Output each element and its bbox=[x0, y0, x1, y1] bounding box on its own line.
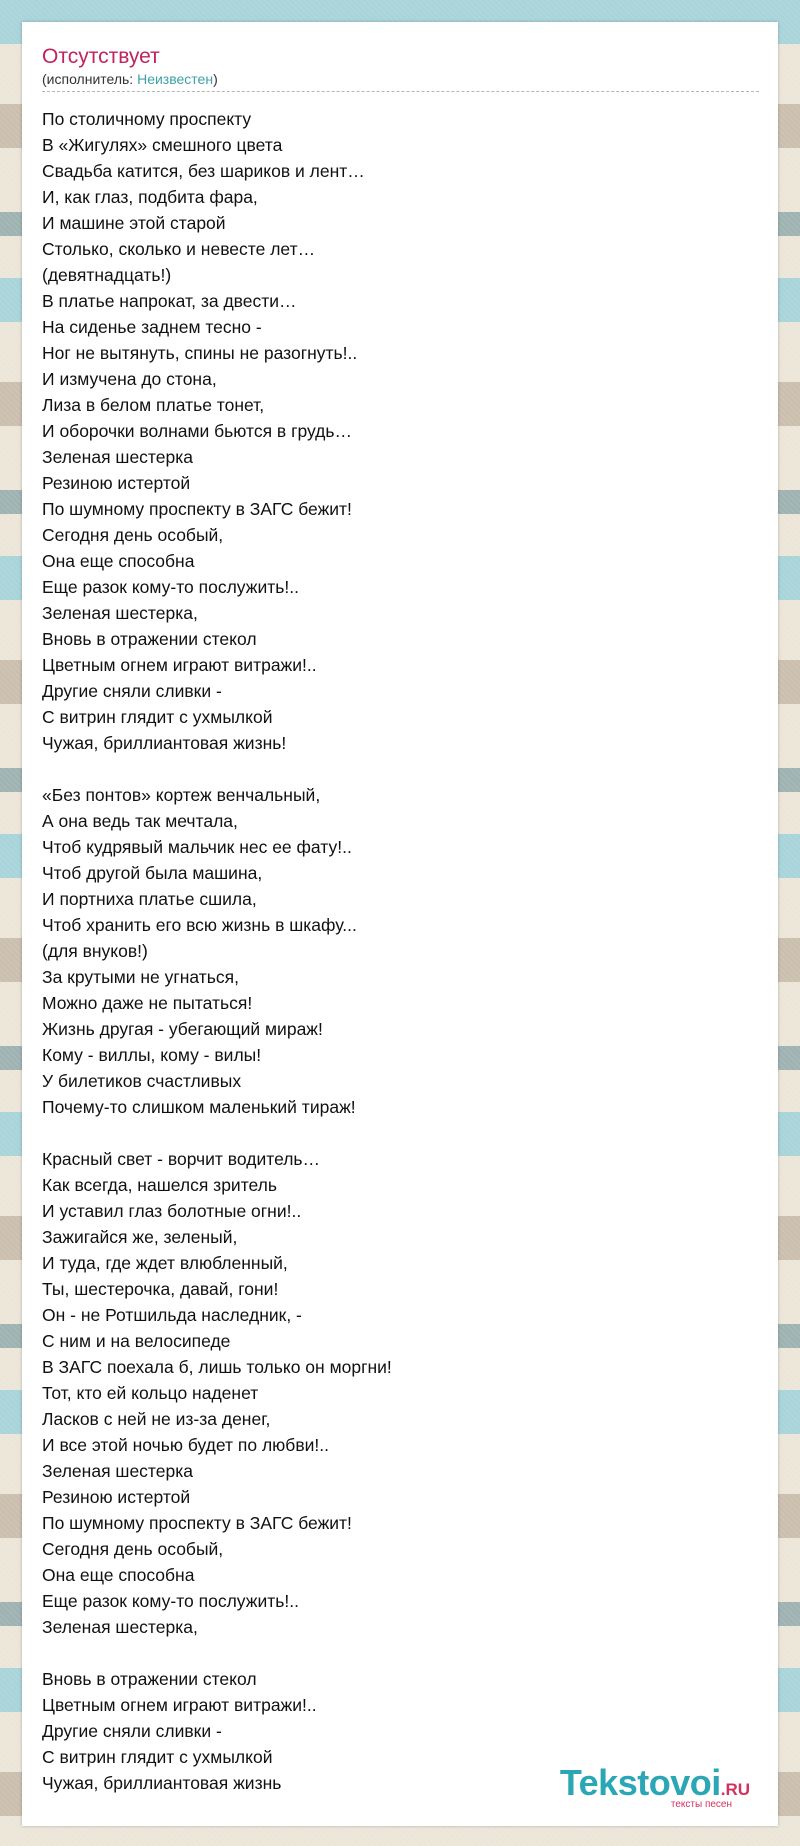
lyric-line: Он - не Ротшильда наследник, - bbox=[42, 1305, 302, 1325]
lyric-line: Чужая, бриллиантовая жизнь! bbox=[42, 733, 287, 753]
lyrics-body bbox=[42, 106, 758, 1796]
lyric-line: Чтоб кудрявый мальчик нес ее фату!.. bbox=[42, 837, 352, 857]
lyric-line: И все этой ночью будет по любви!.. bbox=[42, 1435, 329, 1455]
lyric-line: Столько, сколько и невесте лет… bbox=[42, 239, 316, 259]
lyric-line: На сиденье заднем тесно - bbox=[42, 317, 262, 337]
lyric-line: И уставил глаз болотные огни!.. bbox=[42, 1201, 302, 1221]
lyric-line: Сегодня день особый, bbox=[42, 1539, 224, 1559]
lyric-line: Красный свет - ворчит водитель… bbox=[42, 1149, 321, 1169]
lyric-line: Сегодня день особый, bbox=[42, 525, 224, 545]
lyric-line: Зажигайся же, зеленый, bbox=[42, 1227, 238, 1247]
lyric-line: Вновь в отражении стекол bbox=[42, 629, 257, 649]
lyric-line: Чужая, бриллиантовая жизнь bbox=[42, 1773, 282, 1793]
lyric-line: Еще разок кому-то послужить!.. bbox=[42, 577, 299, 597]
lyric-line: Она еще способна bbox=[42, 551, 195, 571]
lyric-line: Чтоб другой была машина, bbox=[42, 863, 263, 883]
lyric-line: Резиною истертой bbox=[42, 1487, 191, 1507]
logo-tld: .RU bbox=[720, 1780, 750, 1799]
lyric-line: Кому - виллы, кому - вилы! bbox=[42, 1045, 262, 1065]
lyric-line: И измучена до стона, bbox=[42, 369, 217, 389]
performer-prefix: (исполнитель: bbox=[42, 71, 138, 87]
performer-link[interactable]: Неизвестен bbox=[137, 71, 214, 87]
lyric-line: Как всегда, нашелся зритель bbox=[42, 1175, 278, 1195]
lyric-line: Еще разок кому-то послужить!.. bbox=[42, 1591, 299, 1611]
lyric-line: Вновь в отражении стекол bbox=[42, 1669, 257, 1689]
lyric-line: С витрин глядит с ухмылкой bbox=[42, 707, 273, 727]
lyric-line: Цветным огнем играют витражи!.. bbox=[42, 655, 317, 675]
logo-tagline: тексты песен bbox=[670, 1799, 732, 1810]
site-logo[interactable] bbox=[560, 1764, 750, 1810]
logo-name: Tekstovoi bbox=[559, 1762, 721, 1803]
lyric-line: Свадьба катится, без шариков и лент… bbox=[42, 161, 365, 181]
lyric-line: Можно даже не пытаться! bbox=[42, 993, 253, 1013]
lyric-line: И туда, где ждет влюбленный, bbox=[42, 1253, 288, 1273]
lyric-line: В платье напрокат, за двести… bbox=[42, 291, 297, 311]
lyric-line: «Без понтов» кортеж венчальный, bbox=[42, 785, 321, 805]
lyric-line: По шумному проспекту в ЗАГС бежит! bbox=[42, 1513, 352, 1533]
lyric-line: И, как глаз, подбита фара, bbox=[42, 187, 258, 207]
lyric-line: По столичному проспекту bbox=[42, 109, 252, 129]
lyric-line: Лиза в белом платье тонет, bbox=[42, 395, 265, 415]
lyric-line: И портниха платье сшила, bbox=[42, 889, 257, 909]
lyric-line: Ты, шестерочка, давай, гони! bbox=[42, 1279, 279, 1299]
lyric-line: Ласков с ней не из-за денег, bbox=[42, 1409, 271, 1429]
lyric-line: Зеленая шестерка, bbox=[42, 603, 198, 623]
lyric-line: Другие сняли сливки - bbox=[42, 1721, 222, 1741]
lyrics-card bbox=[22, 22, 778, 1826]
lyric-line: Зеленая шестерка, bbox=[42, 1617, 198, 1637]
lyric-line: И машине этой старой bbox=[42, 213, 226, 233]
song-title: Отсутствует bbox=[42, 45, 160, 68]
lyric-line: Ног не вытянуть, спины не разогнуть!.. bbox=[42, 343, 358, 363]
performer-line bbox=[42, 70, 759, 92]
lyric-line: Цветным огнем играют витражи!.. bbox=[42, 1695, 317, 1715]
lyric-line: А она ведь так мечтала, bbox=[42, 811, 238, 831]
performer-suffix: ) bbox=[213, 71, 218, 87]
lyric-line: Жизнь другая - убегающий мираж! bbox=[42, 1019, 323, 1039]
lyric-line: У билетиков счастливых bbox=[42, 1071, 242, 1091]
lyric-line: В «Жигулях» смешного цвета bbox=[42, 135, 283, 155]
stanza-break bbox=[42, 1120, 758, 1146]
lyric-line: Зеленая шестерка bbox=[42, 1461, 193, 1481]
stanza-break bbox=[42, 756, 758, 782]
lyric-line: Тот, кто ей кольцо наденет bbox=[42, 1383, 259, 1403]
lyric-line: С витрин глядит с ухмылкой bbox=[42, 1747, 273, 1767]
lyric-line: Резиною истертой bbox=[42, 473, 191, 493]
lyric-line: Другие сняли сливки - bbox=[42, 681, 222, 701]
lyric-line: С ним и на велосипеде bbox=[42, 1331, 231, 1351]
lyric-line: (для внуков!) bbox=[42, 941, 148, 961]
lyric-line: Почему-то слишком маленький тираж! bbox=[42, 1097, 356, 1117]
lyric-line: И оборочки волнами бьются в грудь… bbox=[42, 421, 353, 441]
stanza-break bbox=[42, 1640, 758, 1666]
lyric-line: Она еще способна bbox=[42, 1565, 195, 1585]
lyric-line: Зеленая шестерка bbox=[42, 447, 193, 467]
lyric-line: Чтоб хранить его всю жизнь в шкафу... bbox=[42, 915, 357, 935]
lyric-line: (девятнадцать!) bbox=[42, 265, 172, 285]
lyric-line: По шумному проспекту в ЗАГС бежит! bbox=[42, 499, 352, 519]
lyric-line: В ЗАГС поехала б, лишь только он моргни! bbox=[42, 1357, 392, 1377]
lyric-line: За крутыми не угнаться, bbox=[42, 967, 239, 987]
